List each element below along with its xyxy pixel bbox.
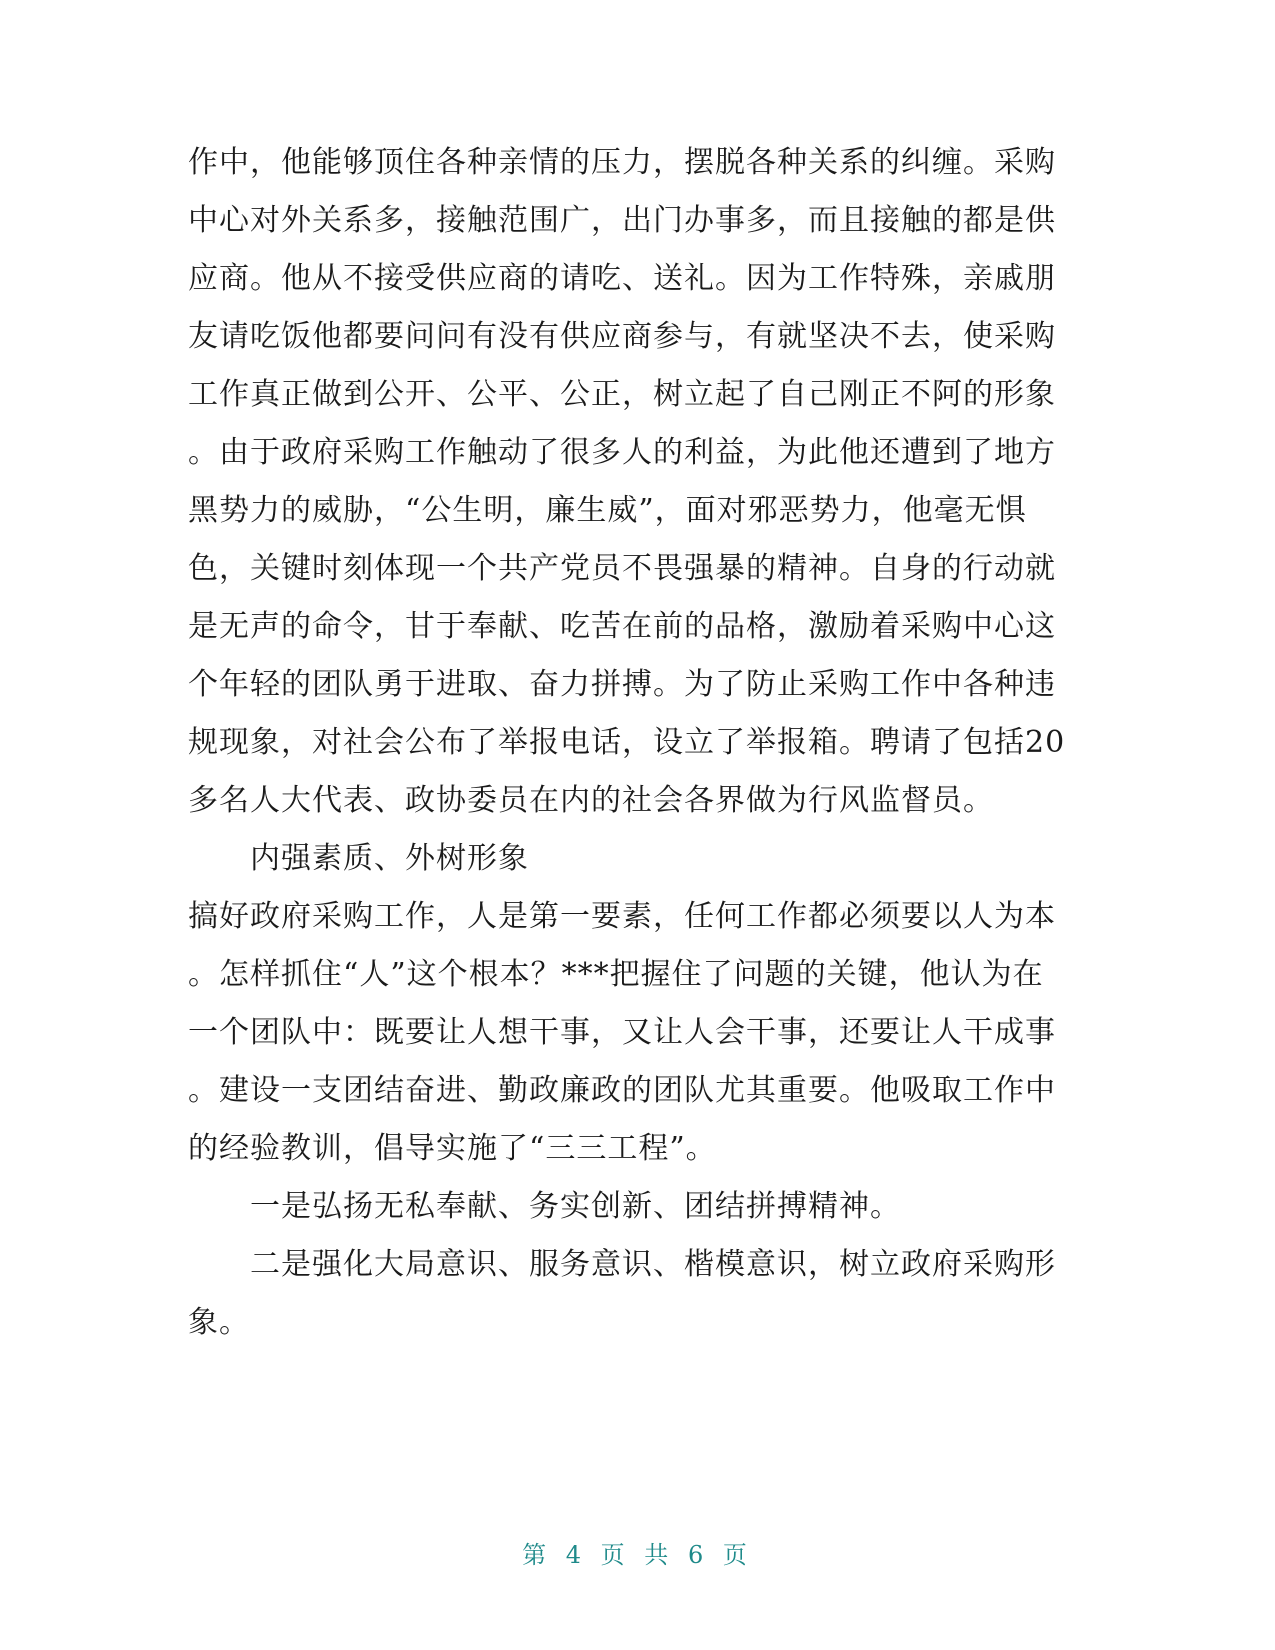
section-heading: 内强素质、外树形象 [250,841,529,876]
body-text-line: 个年轻的团队勇于进取、奋力拼搏。为了防止采购工作中各种违 [188,667,1056,702]
body-text-line: 黑势力的威胁，“公生明，廉生威”，面对邪恶势力，他毫无惧 [188,493,1027,528]
body-text-line: 一个团队中：既要让人想干事，又让人会干事，还要让人干成事 [188,1015,1056,1050]
body-text-line: 作中，他能够顶住各种亲情的压力，摆脱各种关系的纠缠。采购 [188,145,1056,180]
body-text-line: 是无声的命令，甘于奉献、吃苦在前的品格，激励着采购中心这 [188,609,1056,644]
body-text-line: 色，关键时刻体现一个共产党员不畏强暴的精神。自身的行动就 [188,551,1056,586]
body-text-line: 象。 [188,1305,250,1340]
body-text-line: 多名人大代表、政协委员在内的社会各界做为行风监督员。 [188,783,994,818]
page-number-footer: 第 4 页 共 6 页 [522,1541,753,1569]
body-text-line: 规现象，对社会公布了举报电话，设立了举报箱。聘请了包括20 [188,725,1066,760]
body-text-line: 。由于政府采购工作触动了很多人的利益，为此他还遭到了地方 [188,435,1056,470]
body-text-line: 中心对外关系多，接触范围广，出门办事多，而且接触的都是供 [188,203,1056,238]
body-text-line: 。建设一支团结奋进、勤政廉政的团队尤其重要。他吸取工作中 [188,1073,1056,1108]
body-text-line: 工作真正做到公开、公平、公正，树立起了自己刚正不阿的形象 [188,377,1056,412]
body-text-line: 的经验教训，倡导实施了“三三工程”。 [188,1131,717,1166]
body-text-line: 应商。他从不接受供应商的请吃、送礼。因为工作特殊，亲戚朋 [188,261,1056,296]
body-text-line: 友请吃饭他都要问问有没有供应商参与，有就坚决不去，使采购 [188,319,1056,354]
body-text-line: 搞好政府采购工作，人是第一要素，任何工作都必须要以人为本 [188,899,1056,934]
list-item-text: 二是强化大局意识、服务意识、楷模意识，树立政府采购形 [250,1247,1056,1282]
body-text-line: 。怎样抓住“人”这个根本？***把握住了问题的关键，他认为在 [188,957,1044,992]
list-item-text: 一是弘扬无私奉献、务实创新、团结拼搏精神。 [250,1189,901,1224]
